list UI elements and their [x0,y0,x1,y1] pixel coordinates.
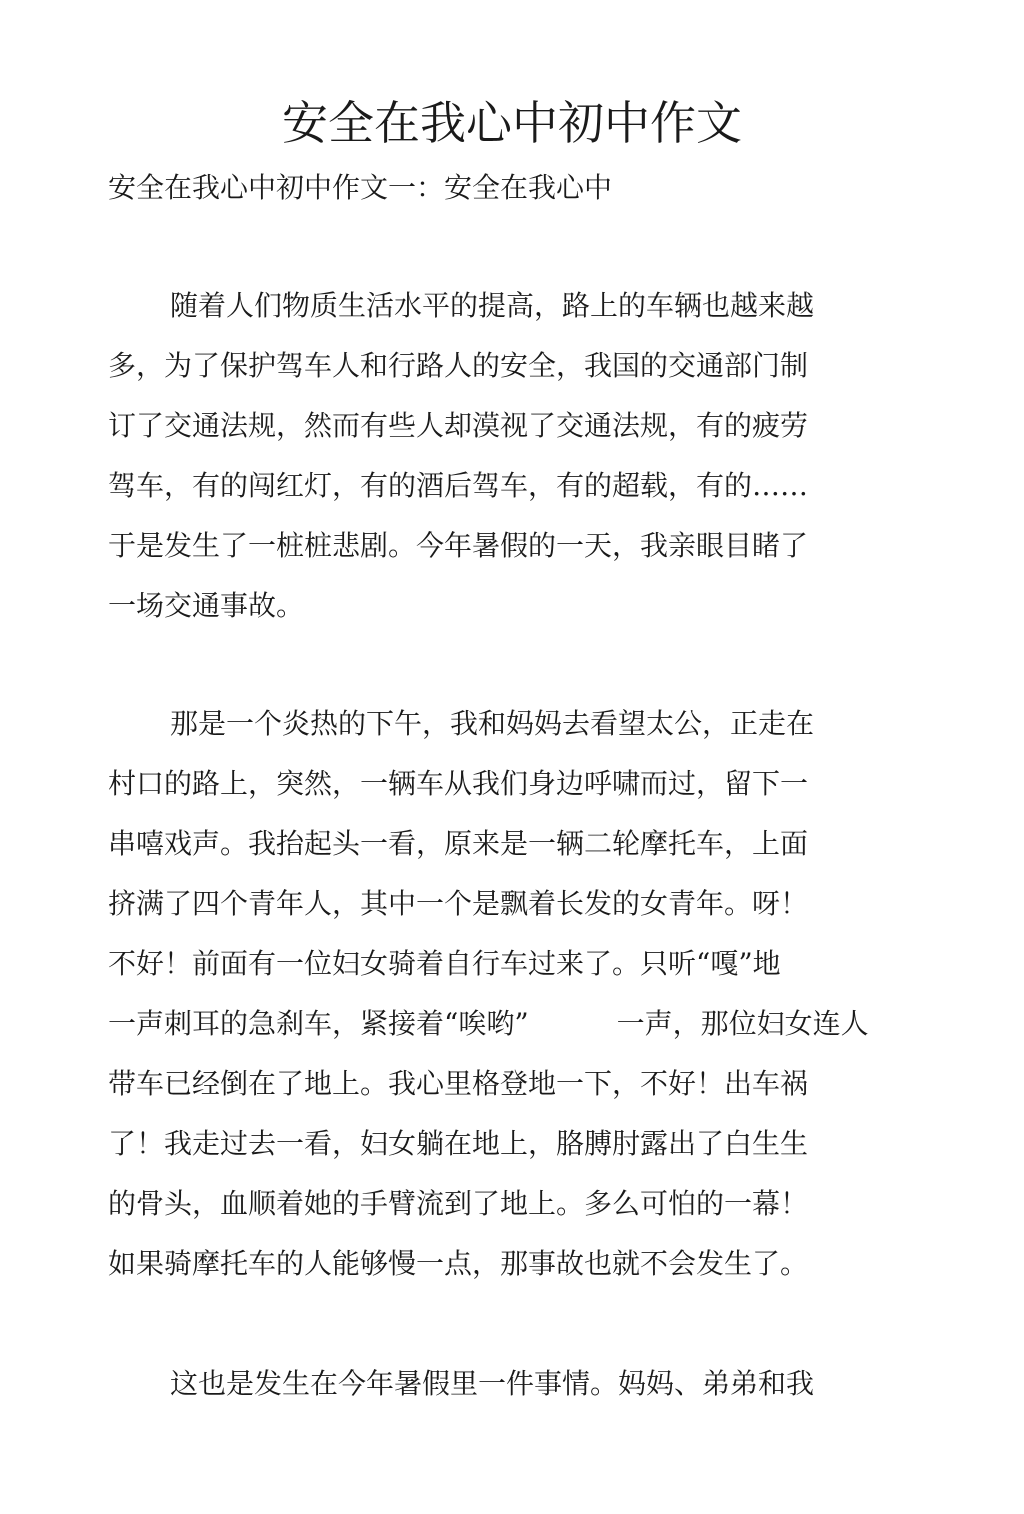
paragraph-2-line-1: 那是一个炎热的下午，我和妈妈去看望太公，正走在 [170,707,815,740]
paragraph-3-line-1: 这也是发生在今年暑假里一件事情。妈妈、弟弟和我 [170,1367,815,1400]
paragraph-2-line-8: 了！我走过去一看，妇女躺在地上，胳膊肘露出了白生生 [108,1127,809,1160]
paragraph-2-line-4: 挤满了四个青年人，其中一个是飘着长发的女青年。呀！ [108,887,809,920]
paragraph-1-line-3: 订了交通法规，然而有些人却漠视了交通法规，有的疲劳 [108,409,809,442]
paragraph-2-line-6 [108,1006,869,1042]
paragraph-1-line-1: 随着人们物质生活水平的提高，路上的车辆也越来越 [170,289,815,322]
paragraph-1-line-6: 一场交通事故。 [108,589,305,622]
paragraph-2-line-3: 串嘻戏声。我抬起头一看，原来是一辆二轮摩托车，上面 [108,827,809,860]
paragraph-2-line-9: 的骨头，血顺着她的手臂流到了地上。多么可怕的一幕！ [108,1187,809,1220]
paragraph-2-line-7: 带车已经倒在了地上。我心里格登地一下，不好！出车祸 [108,1067,809,1100]
paragraph-2-line-5: 不好！前面有一位妇女骑着自行车过来了。只听“嘎”地 [108,947,781,980]
document-subtitle: 安全在我心中初中作文一：安全在我心中 [108,171,613,204]
document-title: 安全在我心中初中作文 [282,96,742,150]
paragraph-2-line-6-part-2: 一声，那位妇女连人 [616,1007,869,1040]
paragraph-1-line-5: 于是发生了一桩桩悲剧。今年暑假的一天，我亲眼目睹了 [108,529,809,562]
paragraph-1-line-2: 多，为了保护驾车人和行路人的安全，我国的交通部门制 [108,349,809,382]
paragraph-2-line-10: 如果骑摩托车的人能够慢一点，那事故也就不会发生了。 [108,1247,809,1280]
paragraph-2-line-6-part-1: 一声刺耳的急刹车，紧接着“唉哟” [108,1007,529,1040]
paragraph-2-line-2: 村口的路上，突然，一辆车从我们身边呼啸而过，留下一 [108,767,809,800]
paragraph-1-line-4: 驾车，有的闯红灯，有的酒后驾车，有的超载，有的…… [108,469,809,502]
